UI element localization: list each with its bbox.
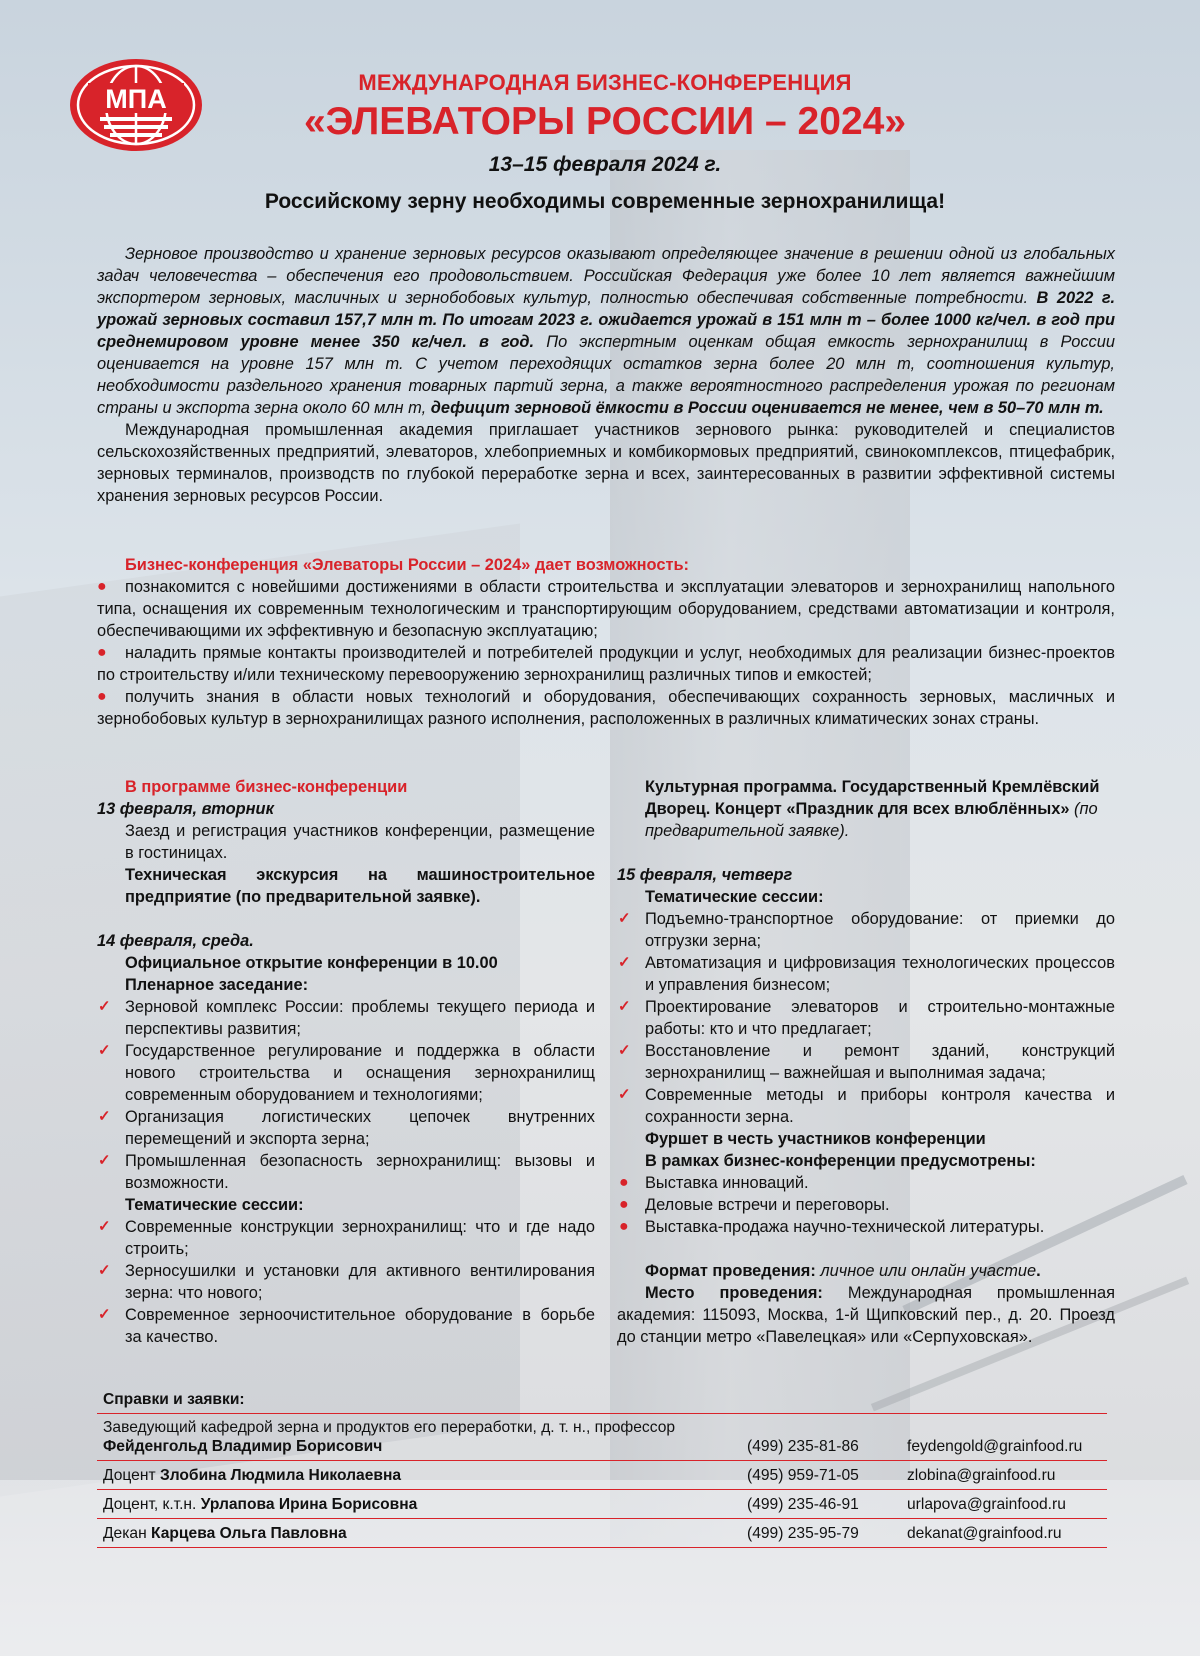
contact-phone: (499) 235-81-86 (747, 1438, 859, 1455)
buffet: Фуршет в честь участников конференции (645, 1130, 986, 1148)
bullet-icon: ● (619, 1174, 629, 1191)
plenary-item-text: Государственное регулирование и поддержка в области нового строительства и оснащения зернохранилищ современным оборудованием и технологиями; (125, 1042, 595, 1104)
bullet-icon: ● (619, 1196, 629, 1213)
opportunity-text: наладить прямые контакты производителей и потребителей продукции и услуг, необходимых для реализации бизнес-проектов по строительству и/или техническому перевооружению зернохранилищ различных типов и емкостей; (97, 644, 1115, 684)
checkmark-icon: ✓ (98, 1218, 111, 1235)
intro-paragraph-1 (97, 243, 1115, 419)
session-item-text: Современные конструкции зернохранилищ: что и где надо строить; (125, 1218, 595, 1258)
contact-person: Урлапова Ирина Борисовна (200, 1496, 418, 1513)
contact-name (103, 1466, 743, 1485)
extras-item (617, 1172, 1115, 1194)
contact-phone: (499) 235-46-91 (747, 1496, 859, 1513)
conference-slogan: Российскому зерну необходимы современные зернохранилища! (264, 190, 946, 213)
session-item-text: Зерносушилки и установки для активного вентилирования зерна: что нового; (125, 1262, 595, 1302)
format (617, 1260, 1115, 1282)
session-item-text: Подъемно-транспортное оборудование: от приемки до отгрузки зерна; (645, 910, 1115, 950)
session-item-text: Восстановление и ремонт зданий, конструкций зернохранилищ – важнейшая и выполнимая задача; (645, 1042, 1115, 1082)
day-1-registration: Заезд и регистрация участников конференции, размещение в гостиницах. (125, 822, 595, 862)
venue-value: Международная промышленная академия: 115093, Москва, 1-й Щипковский пер., д. 20. Проезд до станции метро «Павелецкая» или «Серпуховская». (617, 1284, 1115, 1346)
contact-phone: (495) 959-71-05 (747, 1467, 859, 1484)
culture-program-note: (по предварительной заявке). (645, 800, 1098, 840)
intro-highlight: В 2022 г. урожай зерновых составил 157,7 млн т. По итогам 2023 г. ожидается урожай в 151 млн т – более 1000 кг/чел. в год при среднемировом уровне менее 350 кг/чел. в год. (97, 289, 1115, 351)
intro-text: Зерновое производство и хранение зерновых ресурсов оказывают определяющее значение в решении одной из глобальных задач человечества – обеспечения его продовольствием. Российская Федерация уже более 10 лет является важнейшим экспортером зерновых, масличных и зернобобовых культур, полностью обеспечивая собственные потребности. (97, 245, 1115, 307)
plenary-item (97, 996, 595, 1040)
conference-title: «ЭЛЕВАТОРЫ РОССИИ – 2024» (303, 100, 907, 143)
contact-email[interactable]: dekanat@grainfood.ru (907, 1525, 1062, 1542)
contact-position: Декан (103, 1525, 147, 1542)
contact-person: Карцева Ольга Павловна (151, 1525, 347, 1542)
contact-person: Фейденгольд Владимир Борисович (103, 1438, 383, 1455)
checkmark-icon: ✓ (618, 910, 631, 927)
session-item (617, 996, 1115, 1040)
contact-email[interactable]: zlobina@grainfood.ru (907, 1467, 1056, 1484)
plenary-item (97, 1106, 595, 1150)
conference-kicker: МЕЖДУНАРОДНАЯ БИЗНЕС-КОНФЕРЕНЦИЯ (358, 70, 852, 95)
contact-email[interactable]: feydengold@grainfood.ru (907, 1438, 1083, 1455)
format-label: Формат проведения: (645, 1262, 816, 1280)
contact-row (97, 1518, 1107, 1548)
opportunities-heading: Бизнес-конференция «Элеваторы России – 2024» дает возможность: (125, 556, 690, 574)
opportunity-item (97, 576, 1115, 642)
intro-paragraph-2: Международная промышленная академия приглашает участников зернового рынка: руководителей и специалистов сельскохозяйственных предприятий, элеваторов, хлебоприемных и комбикормовых предприятий, свинокомплексов, птицефабрик, зерновых терминалов, производств по глубокой переработке зерна и всех, заинтересованных в развитии эффективной системы хранения зерновых ресурсов России. (97, 421, 1115, 505)
extras-item-text: Выставка инноваций. (645, 1174, 809, 1192)
session-item-text: Современное зерноочистительное оборудование в борьбе за качество. (125, 1306, 595, 1346)
bullet-icon: ● (97, 578, 107, 595)
checkmark-icon: ✓ (618, 1086, 631, 1103)
plenary-item (97, 1040, 595, 1106)
contacts-title: Справки и заявки: (103, 1391, 245, 1408)
bullet-icon: ● (619, 1218, 629, 1235)
plenary-item-text: Промышленная безопасность зернохранилищ: вызовы и возможности. (125, 1152, 595, 1192)
contact-row (97, 1413, 1107, 1460)
contacts-section (97, 1391, 1107, 1548)
venue (617, 1282, 1115, 1348)
program-heading: В программе бизнес-конференции (125, 778, 408, 796)
venue-label: Место проведения: (645, 1284, 823, 1302)
checkmark-icon: ✓ (98, 1306, 111, 1323)
contact-phone: (499) 235-95-79 (747, 1525, 859, 1542)
extras-item-text: Выставка-продажа научно-технической литературы. (645, 1218, 1045, 1236)
session-item (617, 1040, 1115, 1084)
session-item-text: Проектирование элеваторов и строительно-монтажные работы: кто и что предлагает; (645, 998, 1115, 1038)
session-item (617, 952, 1115, 996)
checkmark-icon: ✓ (618, 954, 631, 971)
logo-text: МПА (105, 84, 167, 114)
sessions-title: Тематические сессии: (125, 1196, 304, 1214)
contact-name (103, 1418, 743, 1456)
intro-text: По экспертным оценкам общая емкость зернохранилищ в России оценивается на уровне 157 млн т. С учетом переходящих остатков зерна более 20 млн т, соотношения культур, необходимости раздельного хранения товарных партий зерна, а также вероятностного распределения урожая по регионам страны и экспорта зерна около 60 млн т, (97, 333, 1115, 417)
checkmark-icon: ✓ (618, 1042, 631, 1059)
day-2-opening: Официальное открытие конференции в 10.00 (125, 954, 498, 972)
session-item (97, 1304, 595, 1348)
opportunity-item (97, 642, 1115, 686)
checkmark-icon: ✓ (618, 998, 631, 1015)
opportunities-section (97, 554, 1115, 730)
conference-date: 13–15 февраля 2024 г. (488, 153, 722, 176)
intro-highlight: дефицит зерновой ёмкости в России оценивается не менее, чем в 50–70 млн т. (430, 399, 1104, 417)
session-item (617, 1084, 1115, 1128)
intro-section (97, 243, 1115, 507)
session-item (97, 1216, 595, 1260)
opportunity-item (97, 686, 1115, 730)
day-3-heading: 15 февраля, четверг (617, 866, 793, 884)
contact-person: Злобина Людмила Николаевна (159, 1467, 402, 1484)
session-item (97, 1260, 595, 1304)
checkmark-icon: ✓ (98, 998, 111, 1015)
bullet-icon: ● (97, 688, 107, 705)
globe-logo (66, 55, 206, 155)
culture-program (617, 776, 1115, 842)
day-2-heading: 14 февраля, среда. (97, 932, 254, 950)
day-1-heading: 13 февраля, вторник (97, 800, 274, 818)
extras-title: В рамках бизнес-конференции предусмотрены: (645, 1152, 1036, 1170)
extras-item (617, 1194, 1115, 1216)
checkmark-icon: ✓ (98, 1042, 111, 1059)
plenary-item (97, 1150, 595, 1194)
checkmark-icon: ✓ (98, 1108, 111, 1125)
contact-name (103, 1495, 743, 1514)
plenary-item-text: Зерновой комплекс России: проблемы текущего периода и перспективы развития; (125, 998, 595, 1038)
contact-email[interactable]: urlapova@grainfood.ru (907, 1496, 1066, 1513)
contact-row (97, 1489, 1107, 1518)
session-item-text: Современные методы и приборы контроля качества и сохранности зерна. (645, 1086, 1115, 1126)
program-right-column (617, 776, 1115, 1348)
format-dot: . (1036, 1262, 1041, 1280)
bullet-icon: ● (97, 644, 107, 661)
day-1-tour: Техническая экскурсия на машиностроительное предприятие (по предварительной заявке). (125, 866, 595, 906)
contact-row (97, 1460, 1107, 1489)
contact-name (103, 1524, 743, 1543)
session-item (617, 908, 1115, 952)
program-left-column (97, 776, 595, 1348)
session-item-text: Автоматизация и цифровизация технологических процессов и управления бизнесом; (645, 954, 1115, 994)
opportunity-text: познакомится с новейшими достижениями в области строительства и эксплуатации элеваторов и зернохранилищ напольного типа, оснащения их современным технологическим и транспортирующим оборудованием, средствами автоматизации и контроля, обеспечивающими их эффективную и безопасную эксплуатацию; (97, 578, 1115, 640)
sessions-title: Тематические сессии: (645, 888, 824, 906)
extras-item (617, 1216, 1115, 1238)
checkmark-icon: ✓ (98, 1262, 111, 1279)
contact-position: Доцент (103, 1467, 156, 1484)
opportunity-text: получить знания в области новых технологий и оборудования, обеспечивающих сохранность зерновых, масличных и зернобобовых культур в зернохранилищах разного исполнения, расположенных в различных климатических зонах страны. (97, 688, 1115, 728)
checkmark-icon: ✓ (98, 1152, 111, 1169)
culture-program-title: Культурная программа. Государственный Кремлёвский Дворец. Концерт «Праздник для всех влюблённых» (645, 778, 1100, 818)
contact-position: Заведующий кафедрой зерна и продуктов его переработки, д. т. н., профессор (103, 1419, 676, 1436)
plenary-title: Пленарное заседание: (125, 976, 309, 994)
format-value: личное или онлайн участие (820, 1262, 1037, 1280)
extras-item-text: Деловые встречи и переговоры. (645, 1196, 890, 1214)
plenary-item-text: Организация логистических цепочек внутренних перемещений и экспорта зерна; (125, 1108, 595, 1148)
contact-position: Доцент, к.т.н. (103, 1496, 197, 1513)
